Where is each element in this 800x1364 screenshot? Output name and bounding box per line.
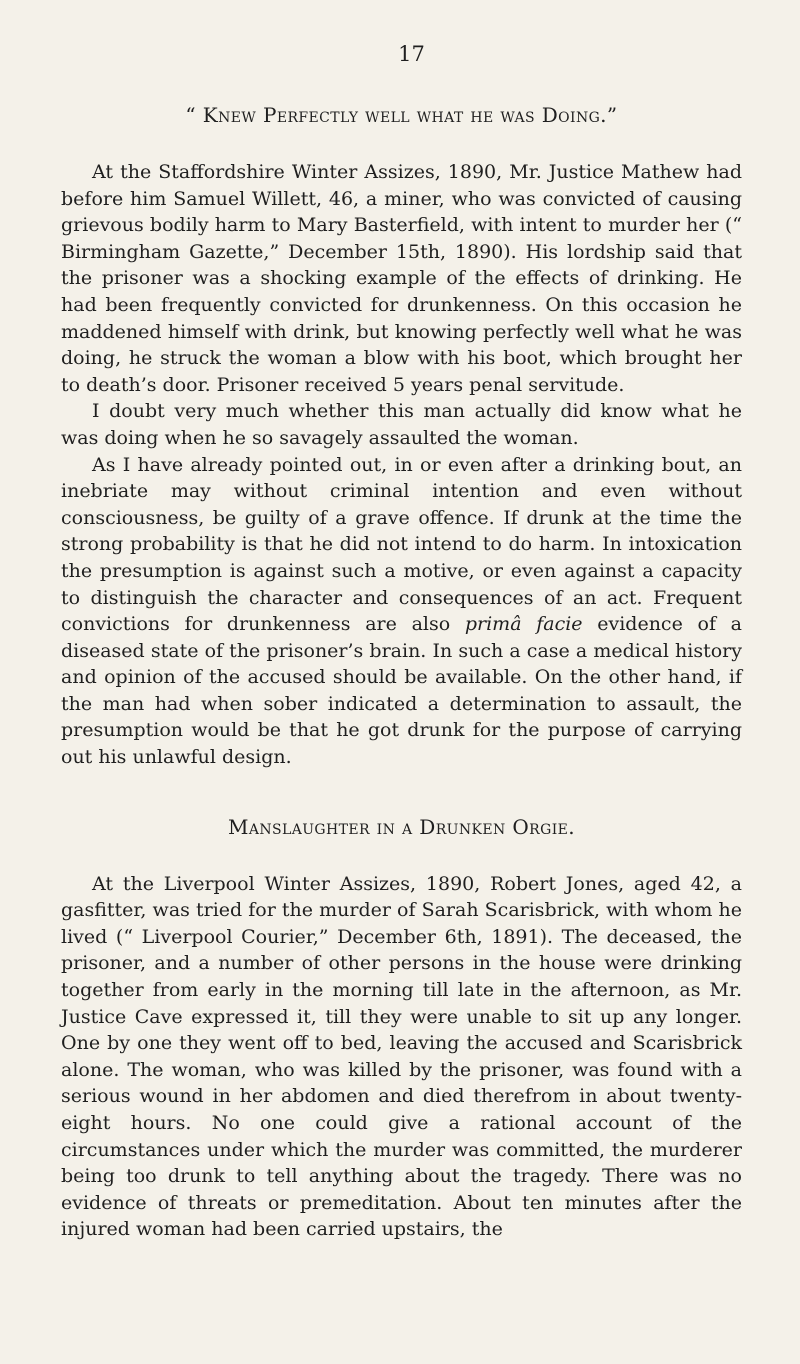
- paragraph-author-doubt: I doubt very much whether this man actually did know what he was doing when he so savagely assaulted the woman.: [61, 400, 742, 449]
- paragraph-liverpool-case: At the Liverpool Winter Assizes, 1890, Robert Jones, aged 42, a gasfitter, was tried for the murder of Sarah Scarisbrick, with whom he lived (“ Liverpool Courier,” December 6th, 1891). The deceased, the prisoner, and a number of other persons in the house were drinking together from early in the morning till late in the afternoon, as Mr. Justice Cave expressed it, till they were unable to sit up any longer. One by one they went off to bed, leaving the accused and Scarisbrick alone. The woman, who was killed by the prisoner, was found with a serious wound in her abdomen and died therefrom in about twenty-eight hours. No one could give a rational account of the circumstances under which the murder was committed, the murderer being too drunk to tell anything about the tragedy. There was no evidence of threats or premeditation. About ten minutes after the injured woman had been carried upstairs, the: [61, 872, 742, 1241]
- paragraph-text-after-italic: evidence of a diseased state of the prisoner’s brain. In such a case a medical history and opinion of the accused should be available. On the other hand, if the man had when sober indicated a determination to assault, the presumption would be that he got drunk for the purpose of carrying out his unlawful design.: [61, 613, 742, 769]
- section-heading-knew-perfectly: “ Knew Perfectly well what he was Doing.”: [185, 103, 618, 127]
- italic-prima-facie: primâ facie: [464, 613, 583, 636]
- section-heading-manslaughter: Manslaughter in a Drunken Orgie.: [227, 814, 576, 839]
- page-number: 17: [398, 42, 425, 66]
- paragraph-inebriate-discussion: [61, 452, 742, 771]
- paragraph-text-before-italic: As I have already pointed out, in or even after a drinking bout, an inebriate may without criminal intention and even without consciousness, be guilty of a grave offence. If drunk at the time the strong probability is that he did not intend to do harm. In intoxication the presumption is against such a motive, or even against a capacity to distinguish the character and consequences of an act. Frequent convictions for drunkenness are also: [61, 453, 742, 636]
- paragraph-staffordshire-case: At the Staffordshire Winter Assizes, 1890, Mr. Justice Mathew had before him Samuel Willett, 46, a miner, who was convicted of causing grievous bodily harm to Mary Basterfield, with intent to murder her (“ Birmingham Gazette,” December 15th, 1890). His lordship said that the prisoner was a shocking example of the effects of drinking. He had been frequently convicted for drunkenness. On this occasion he maddened himself with drink, but knowing perfectly well what he was doing, he struck the woman a blow with his boot, which brought her to death’s door. Prisoner received 5 years penal servitude.: [61, 161, 742, 396]
